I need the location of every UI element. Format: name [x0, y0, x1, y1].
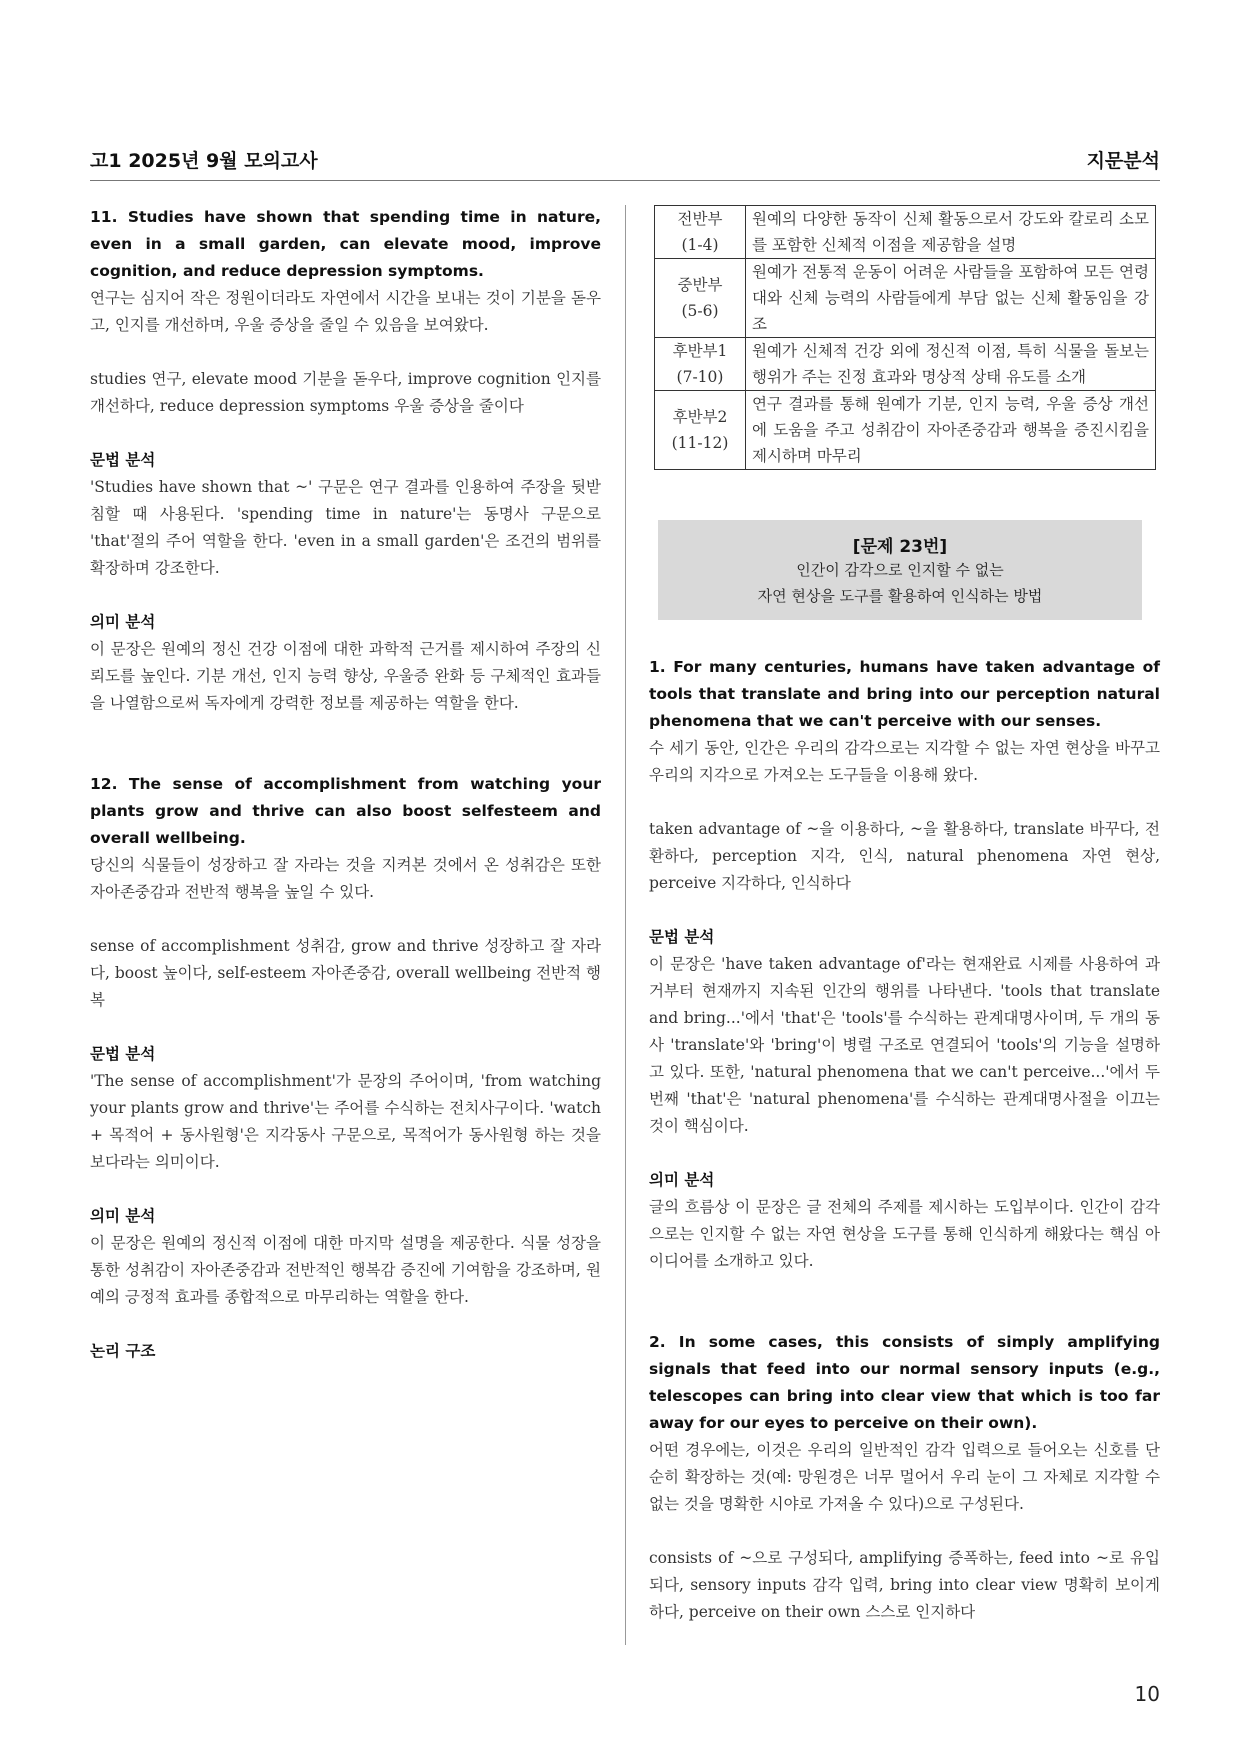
table-row: [655, 206, 1156, 259]
part-range: (7-10): [676, 368, 724, 386]
sentence-12-vocab: sense of accomplishment 성취감, grow and thrive 성장하고 잘 자라다, boost 높이다, self-esteem 자아존중감, overall wellbeing 전반적 행복: [90, 937, 601, 1009]
sentence-1-meaning: 글의 흐름상 이 문장은 글 전체의 주제를 제시하는 도입부이다. 인간이 감각으로는 인지할 수 없는 자연 현상을 도구를 통해 인식하게 해왔다는 핵심 아이디어를 소개하고 있다.: [649, 1198, 1160, 1270]
part-description: 연구 결과를 통해 원예가 기분, 인지 능력, 우울 증상 개선에 도움을 주고 성취감이 자아존중감과 행복을 증진시킴을 제시하며 마무리: [746, 391, 1156, 470]
table-row: [655, 391, 1156, 470]
sentence-12-grammar: 'The sense of accomplishment'가 문장의 주어이며, 'from watching your plants grow and thrive'는 주어를 수식하는 전치사구이다. 'watch + 목적어 + 동사원형'은 지각동사 구문으로, 목적어가 동사원형 하는 것을 보다라는 의미이다.: [90, 1072, 601, 1171]
grammar-heading: 문법 분석: [649, 928, 715, 946]
page-header: [90, 146, 1160, 181]
sentence-2-vocab: consists of ~으로 구성되다, amplifying 증폭하는, feed into ~로 유입되다, sensory inputs 감각 입력, bring into clear view 명확히 보이게 하다, perceive on their own 스스로 인지하다: [649, 1549, 1160, 1621]
sentence-1-translation: 수 세기 동안, 인간은 우리의 감각으로는 지각할 수 없는 자연 현상을 바꾸고 우리의 지각으로 가져오는 도구들을 이용해 왔다.: [649, 739, 1160, 784]
part-label: 중반부: [677, 276, 723, 294]
grammar-heading: 문법 분석: [90, 1045, 156, 1063]
part-label: 전반부: [677, 210, 723, 228]
meaning-heading: 의미 분석: [90, 613, 156, 631]
page-number: 10: [1134, 1682, 1160, 1706]
part-description: 원예의 다양한 동작이 신체 활동으로서 강도와 칼로리 소모를 포함한 신체적 이점을 제공함을 설명: [746, 206, 1156, 259]
sentence-1-grammar: 이 문장은 'have taken advantage of'라는 현재완료 시제를 사용하여 과거부터 현재까지 지속된 인간의 행위를 나타낸다. 'tools that translate and bring...'에서 'that'은 'tools'를 수식하는 관계대명사이며, 두 개의 동사 'translate'와 'bring'이 병렬 구조로 연결되어 'tools'의 기능을 설명하고 있다. 또한, 'natural phenomena that we can't perceive...'에서 두 번째 'that'은 'natural phenomena'를 수식하는 관계대명사절을 이끄는 것이 핵심이다.: [649, 955, 1160, 1135]
grammar-heading: 문법 분석: [90, 451, 156, 469]
right-column: [649, 654, 1160, 1626]
logic-structure-heading: 논리 구조: [90, 1342, 156, 1360]
table-row: [655, 259, 1156, 338]
sentence-12-english: 12. The sense of accomplishment from watching your plants grow and thrive can also boost selfesteem and overall wellbeing.: [90, 775, 601, 847]
part-range: (1-4): [681, 236, 719, 254]
sentence-11-meaning: 이 문장은 원예의 정신 건강 이점에 대한 과학적 근거를 제시하여 주장의 신뢰도를 높인다. 기분 개선, 인지 능력 향상, 우울증 완화 등 구체적인 효과들을 나열함으로써 독자에게 강력한 정보를 제공하는 역할을 한다.: [90, 640, 601, 712]
sentence-2-translation: 어떤 경우에는, 이것은 우리의 일반적인 감각 입력으로 들어오는 신호를 단순히 확장하는 것(예: 망원경은 너무 멀어서 우리 눈이 그 자체로 지각할 수 없는 것을 명확한 시야로 가져올 수 있다)으로 구성된다.: [649, 1441, 1160, 1513]
logic-structure-table: [654, 205, 1156, 470]
part-range: (5-6): [681, 302, 719, 320]
sentence-12-meaning: 이 문장은 원예의 정신적 이점에 대한 마지막 설명을 제공한다. 식물 성장을 통한 성취감이 자아존중감과 전반적인 행복감 증진에 기여함을 강조하며, 원예의 긍정적 효과를 종합적으로 마무리하는 역할을 한다.: [90, 1234, 601, 1306]
problem-banner: [658, 520, 1142, 620]
problem-subtitle-line1: 인간이 감각으로 인지할 수 없는: [796, 561, 1004, 579]
problem-subtitle-line2: 자연 현상을 도구를 활용하여 인식하는 방법: [757, 587, 1043, 605]
table-row: [655, 338, 1156, 391]
sentence-11-vocab: studies 연구, elevate mood 기분을 돋우다, improve cognition 인지를 개선하다, reduce depression symptoms 우울 증상을 줄이다: [90, 370, 601, 415]
sentence-11-english: 11. Studies have shown that spending time in nature, even in a small garden, can elevate mood, improve cognition, and reduce depression symptoms.: [90, 208, 601, 280]
section-label: 지문분석: [1086, 150, 1160, 172]
sentence-11-translation: 연구는 심지어 작은 정원이더라도 자연에서 시간을 보내는 것이 기분을 돋우고, 인지를 개선하며, 우울 증상을 줄일 수 있음을 보여왔다.: [90, 289, 601, 334]
meaning-heading: 의미 분석: [649, 1171, 715, 1189]
part-description: 원예가 신체적 건강 외에 정신적 이점, 특히 식물을 돌보는 행위가 주는 진정 효과와 명상적 상태 유도를 소개: [746, 338, 1156, 391]
meaning-heading: 의미 분석: [90, 1207, 156, 1225]
column-divider: [625, 205, 626, 1645]
part-range: (11-12): [671, 434, 729, 452]
left-column: [90, 204, 601, 1365]
exam-title: 고1 2025년 9월 모의고사: [90, 150, 318, 172]
part-description: 원예가 전통적 운동이 어려운 사람들을 포함하여 모든 연령대와 신체 능력의 사람들에게 부담 없는 신체 활동임을 강조: [746, 259, 1156, 338]
part-label: 후반부1: [672, 342, 728, 360]
part-label: 후반부2: [672, 408, 728, 426]
sentence-1-vocab: taken advantage of ~을 이용하다, ~을 활용하다, translate 바꾸다, 전환하다, perception 지각, 인식, natural phenomena 자연 현상, perceive 지각하다, 인식하다: [649, 820, 1160, 892]
sentence-1-english: 1. For many centuries, humans have taken advantage of tools that translate and bring into our perception natural phenomena that we can't perceive with our senses.: [649, 658, 1160, 730]
sentence-12-translation: 당신의 식물들이 성장하고 잘 자라는 것을 지켜본 것에서 온 성취감은 또한 자아존중감과 전반적 행복을 높일 수 있다.: [90, 856, 601, 901]
sentence-11-grammar: 'Studies have shown that ~' 구문은 연구 결과를 인용하여 주장을 뒷받침할 때 사용된다. 'spending time in nature'는 동명사 구문으로 'that'절의 주어 역할을 한다. 'even in a small garden'은 조건의 범위를 확장하며 강조한다.: [90, 478, 601, 577]
sentence-2-english: 2. In some cases, this consists of simply amplifying signals that feed into our normal sensory inputs (e.g., telescopes can bring into clear view that which is too far away for our eyes to perceive on their own).: [649, 1333, 1160, 1432]
problem-title: [문제 23번]: [852, 537, 948, 557]
